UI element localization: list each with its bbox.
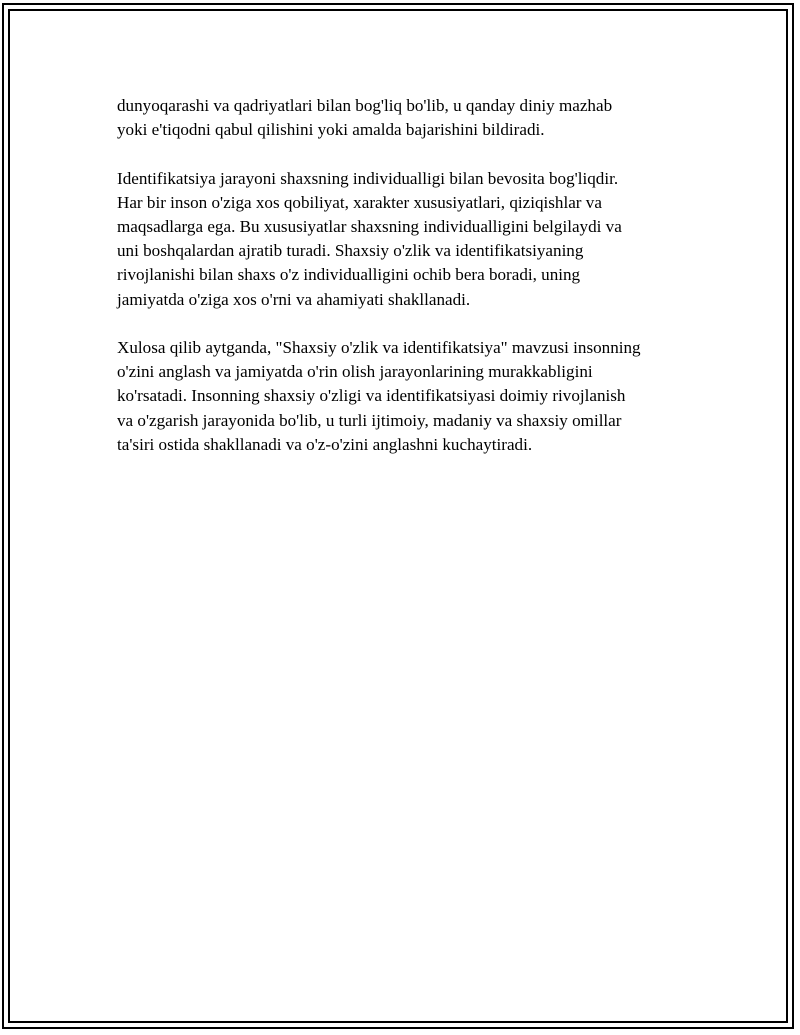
text-line: maqsadlarga ega. Bu xususiyatlar shaxsning individualligini belgilaydi va	[117, 217, 622, 236]
text-line: Har bir inson o'ziga xos qobiliyat, xarakter xususiyatlari, qiziqishlar va	[117, 192, 602, 212]
paragraph-1	[117, 94, 692, 142]
text-line: Xulosa qilib aytganda, "Shaxsiy o'zlik va identifikatsiya" mavzusi insonning	[117, 338, 641, 357]
text-line: yoki e'tiqodni qabul qilishini yoki amalda bajarishini bildiradi.	[117, 120, 545, 140]
document-body	[117, 94, 692, 481]
text-line: ko'rsatadi. Insonning shaxsiy o'zligi va identifikatsiyasi doimiy rivojlanish	[117, 386, 626, 406]
text-line: rivojlanishi bilan shaxs o'z individualligini ochib bera boradi, uning	[117, 265, 581, 285]
text-line: uni boshqalardan ajratib turadi. Shaxsiy o'zlik va identifikatsiyaning	[117, 241, 584, 261]
text-line: dunyoqarashi va qadriyatlari bilan bog'liq bo'lib, u qanday diniy mazhab	[117, 96, 613, 115]
text-line: Identifikatsiya jarayoni shaxsning individualligi bilan bevosita bog'liqdir.	[117, 168, 619, 188]
text-line: o'zini anglash va jamiyatda o'rin olish jarayonlarining murakkabligini	[117, 362, 593, 382]
text-line: ta'siri ostida shakllanadi va o'z-o'zini anglashni kuchaytiradi.	[117, 434, 533, 454]
paragraph-3	[117, 336, 692, 457]
text-line: jamiyatda o'ziga xos o'rni va ahamiyati shakllanadi.	[117, 289, 471, 309]
paragraph-2	[117, 167, 692, 312]
text-line: va o'zgarish jarayonida bo'lib, u turli ijtimoiy, madaniy va shaxsiy omillar	[117, 410, 622, 430]
